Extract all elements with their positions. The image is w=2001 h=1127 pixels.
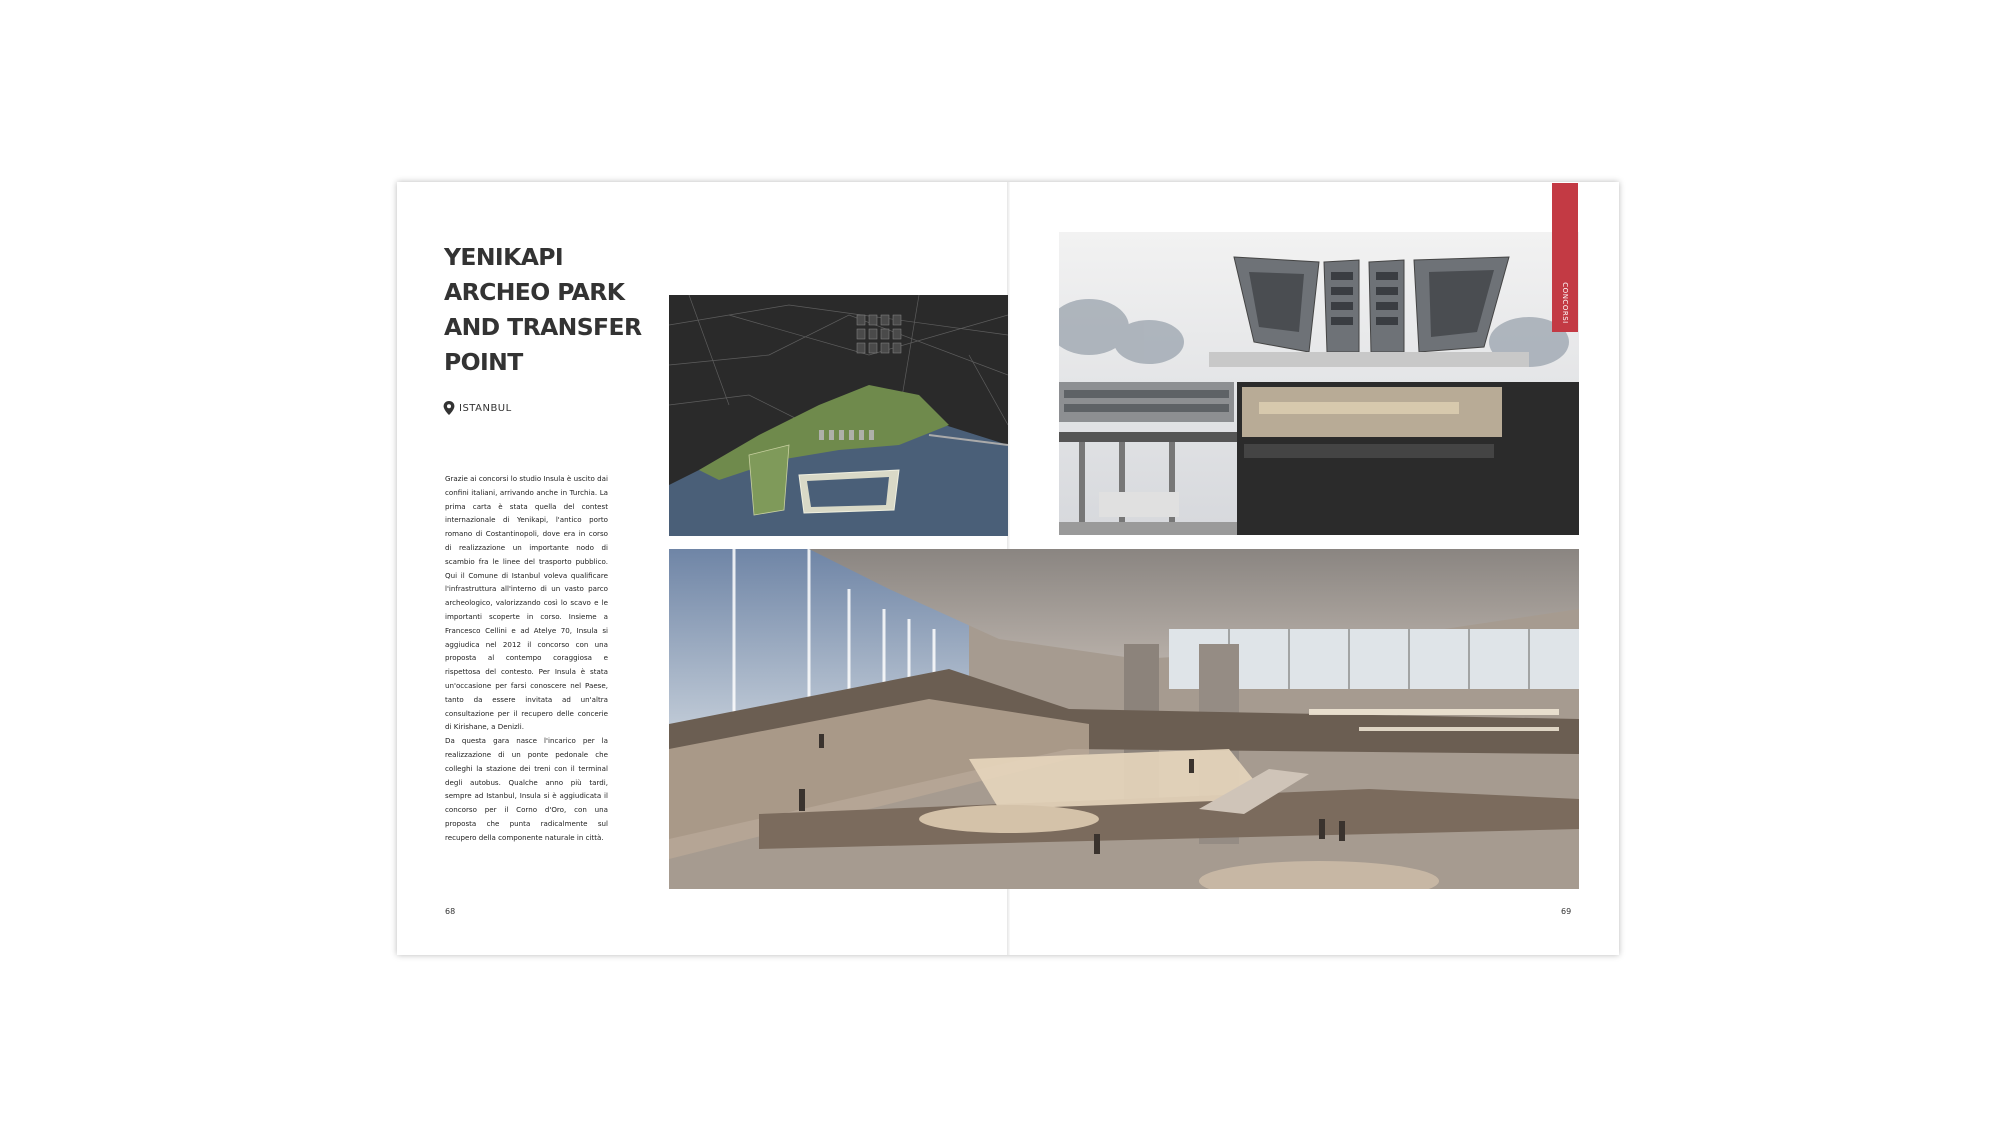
body-paragraph-1: Grazie ai concorsi lo studio Insula è uscito dai confini italiani, arrivando anche in Turchia. La prima carta è stata quella del contest internazionale di Yenikapi, l'antico porto romano di Costantinopoli, dove era in corso di realizzazione un importante nodo di scambio fra le linee del trasporto pubblico. Qui il Comune di Istanbul voleva qualificare l'infrastruttura all'interno di un vasto parco archeologico, valorizzando così lo scavo e le importanti scoperte in corso. Insieme a Francesco Cellini e ad Atelye 70, Insula si aggiudica nel 2012 il concorso con una proposta al contempo coraggiosa e rispettosa del contesto. Per Insula è stata un'occasione per farsi conoscere nel Paese, tanto da essere invitata ad un'altra consultazione per il recupero delle concerie di Kirishane, a Denizli. xyxy=(445,474,608,732)
section-render-image xyxy=(1059,232,1579,535)
page-number-right: 69 xyxy=(1561,907,1572,916)
title-line-4: POINT xyxy=(444,348,523,376)
section-tab xyxy=(1552,183,1578,332)
article-title xyxy=(444,240,654,380)
interior-render-image xyxy=(669,549,1579,889)
location-label: ISTANBUL xyxy=(459,402,512,414)
title-line-1: YENIKAPI xyxy=(444,243,564,271)
location-tag xyxy=(443,401,512,415)
page-number-left: 68 xyxy=(445,907,456,916)
site-plan-image xyxy=(669,295,1008,536)
article-body xyxy=(445,472,608,845)
map-pin-icon xyxy=(443,401,455,415)
title-line-2: ARCHEO PARK xyxy=(444,278,625,306)
body-paragraph-2: Da questa gara nasce l'incarico per la realizzazione di un ponte pedonale che colleghi la stazione dei treni con il terminal degli autobus. Qualche anno più tardi, sempre ad Istanbul, Insula si è aggiudicata il concorso per il Corno d'Oro, con una proposta che punta radicalmente sul recupero della componente naturale in città. xyxy=(445,736,608,842)
section-tab-label: CONCORSI xyxy=(1561,282,1569,324)
title-line-3: AND TRANSFER xyxy=(444,313,642,341)
